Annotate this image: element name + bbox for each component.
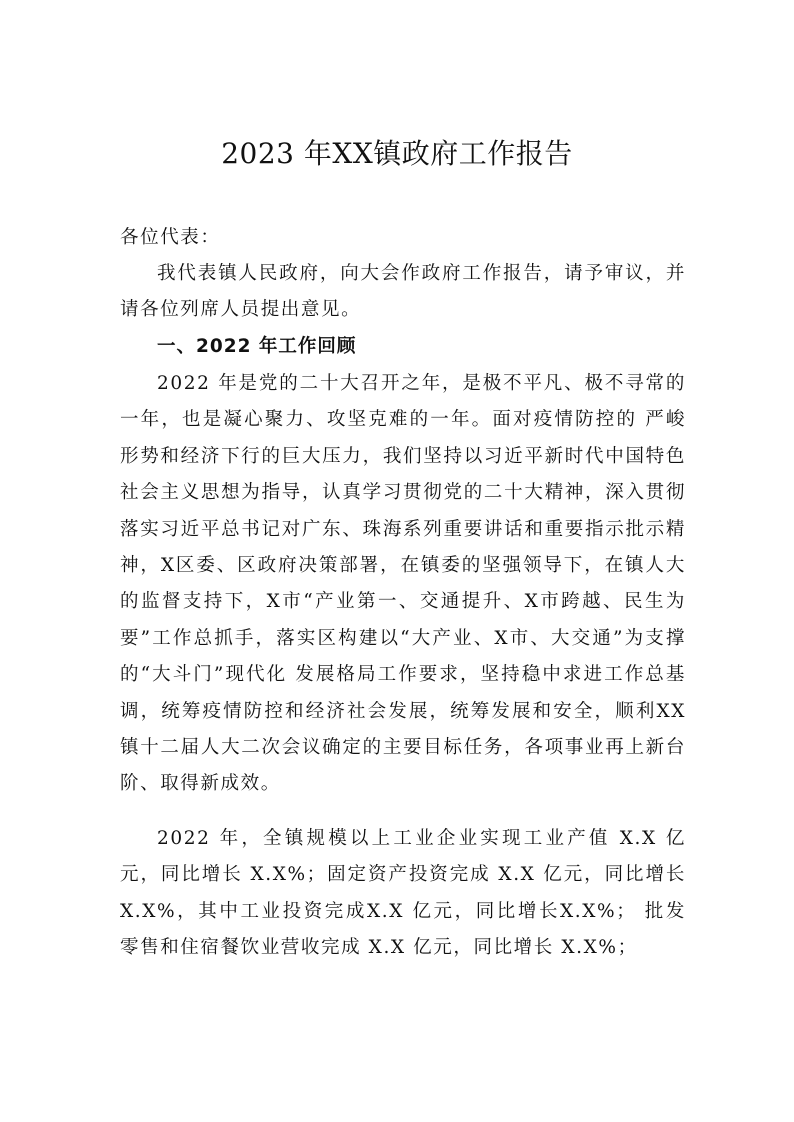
- salutation-text: 各位代表：: [120, 227, 221, 248]
- intro-paragraph: [120, 256, 686, 329]
- section-heading-text: 一、2022 年工作回顾: [157, 336, 357, 357]
- intro-text: 我代表镇人民政府，向大会作政府工作报告，请予审议，并请各位列席人员提出意见。: [120, 263, 686, 321]
- statistics-paragraph: [120, 821, 686, 967]
- review-text: 2022 年是党的二十大召开之年，是极不平凡、极不寻常的一年，也是凝心聚力、攻坚克难的一年。面对疫情防控的 严峻形势和经济下行的巨大压力，我们坚持以习近平新时代中国特色社会主义思想为指导，认真学习贯彻党的二十大精神，深入贯彻落实习近平总书记对广东、珠海系列重要讲话和重要指示批示精神，X区委、区政府决策部署，在镇委的坚强领导下，在镇人大的监督支持下，X市“产业第一、交通提升、X市跨越、民生为要”工作总抓手，落实区构建以“大产业、X市、大交通”为支撑的“大斗门”现代化 发展格局工作要求，坚持稳中求进工作总基调，统筹疫情防控和经济社会发展，统筹发展和安全，顺利XX镇十二届人大二次会议确定的主要目标任务，各项事业再上新台阶、取得新成效。: [120, 373, 686, 795]
- statistics-text: 2022 年，全镇规模以上工业企业实现工业产值 X.X 亿元，同比增长 X.X%；固定资产投资完成 X.X 亿元，同比增长 X.X%，其中工业投资完成X.X 亿元，同比增长X.X%； 批发零售和住宿餐饮业营收完成 X.X 亿元，同比增长 X.X%；: [120, 828, 686, 959]
- review-paragraph: [120, 366, 686, 803]
- section-heading: [120, 329, 686, 365]
- salutation: [120, 220, 686, 256]
- document-title: 2023 年XX镇政府工作报告: [221, 137, 573, 170]
